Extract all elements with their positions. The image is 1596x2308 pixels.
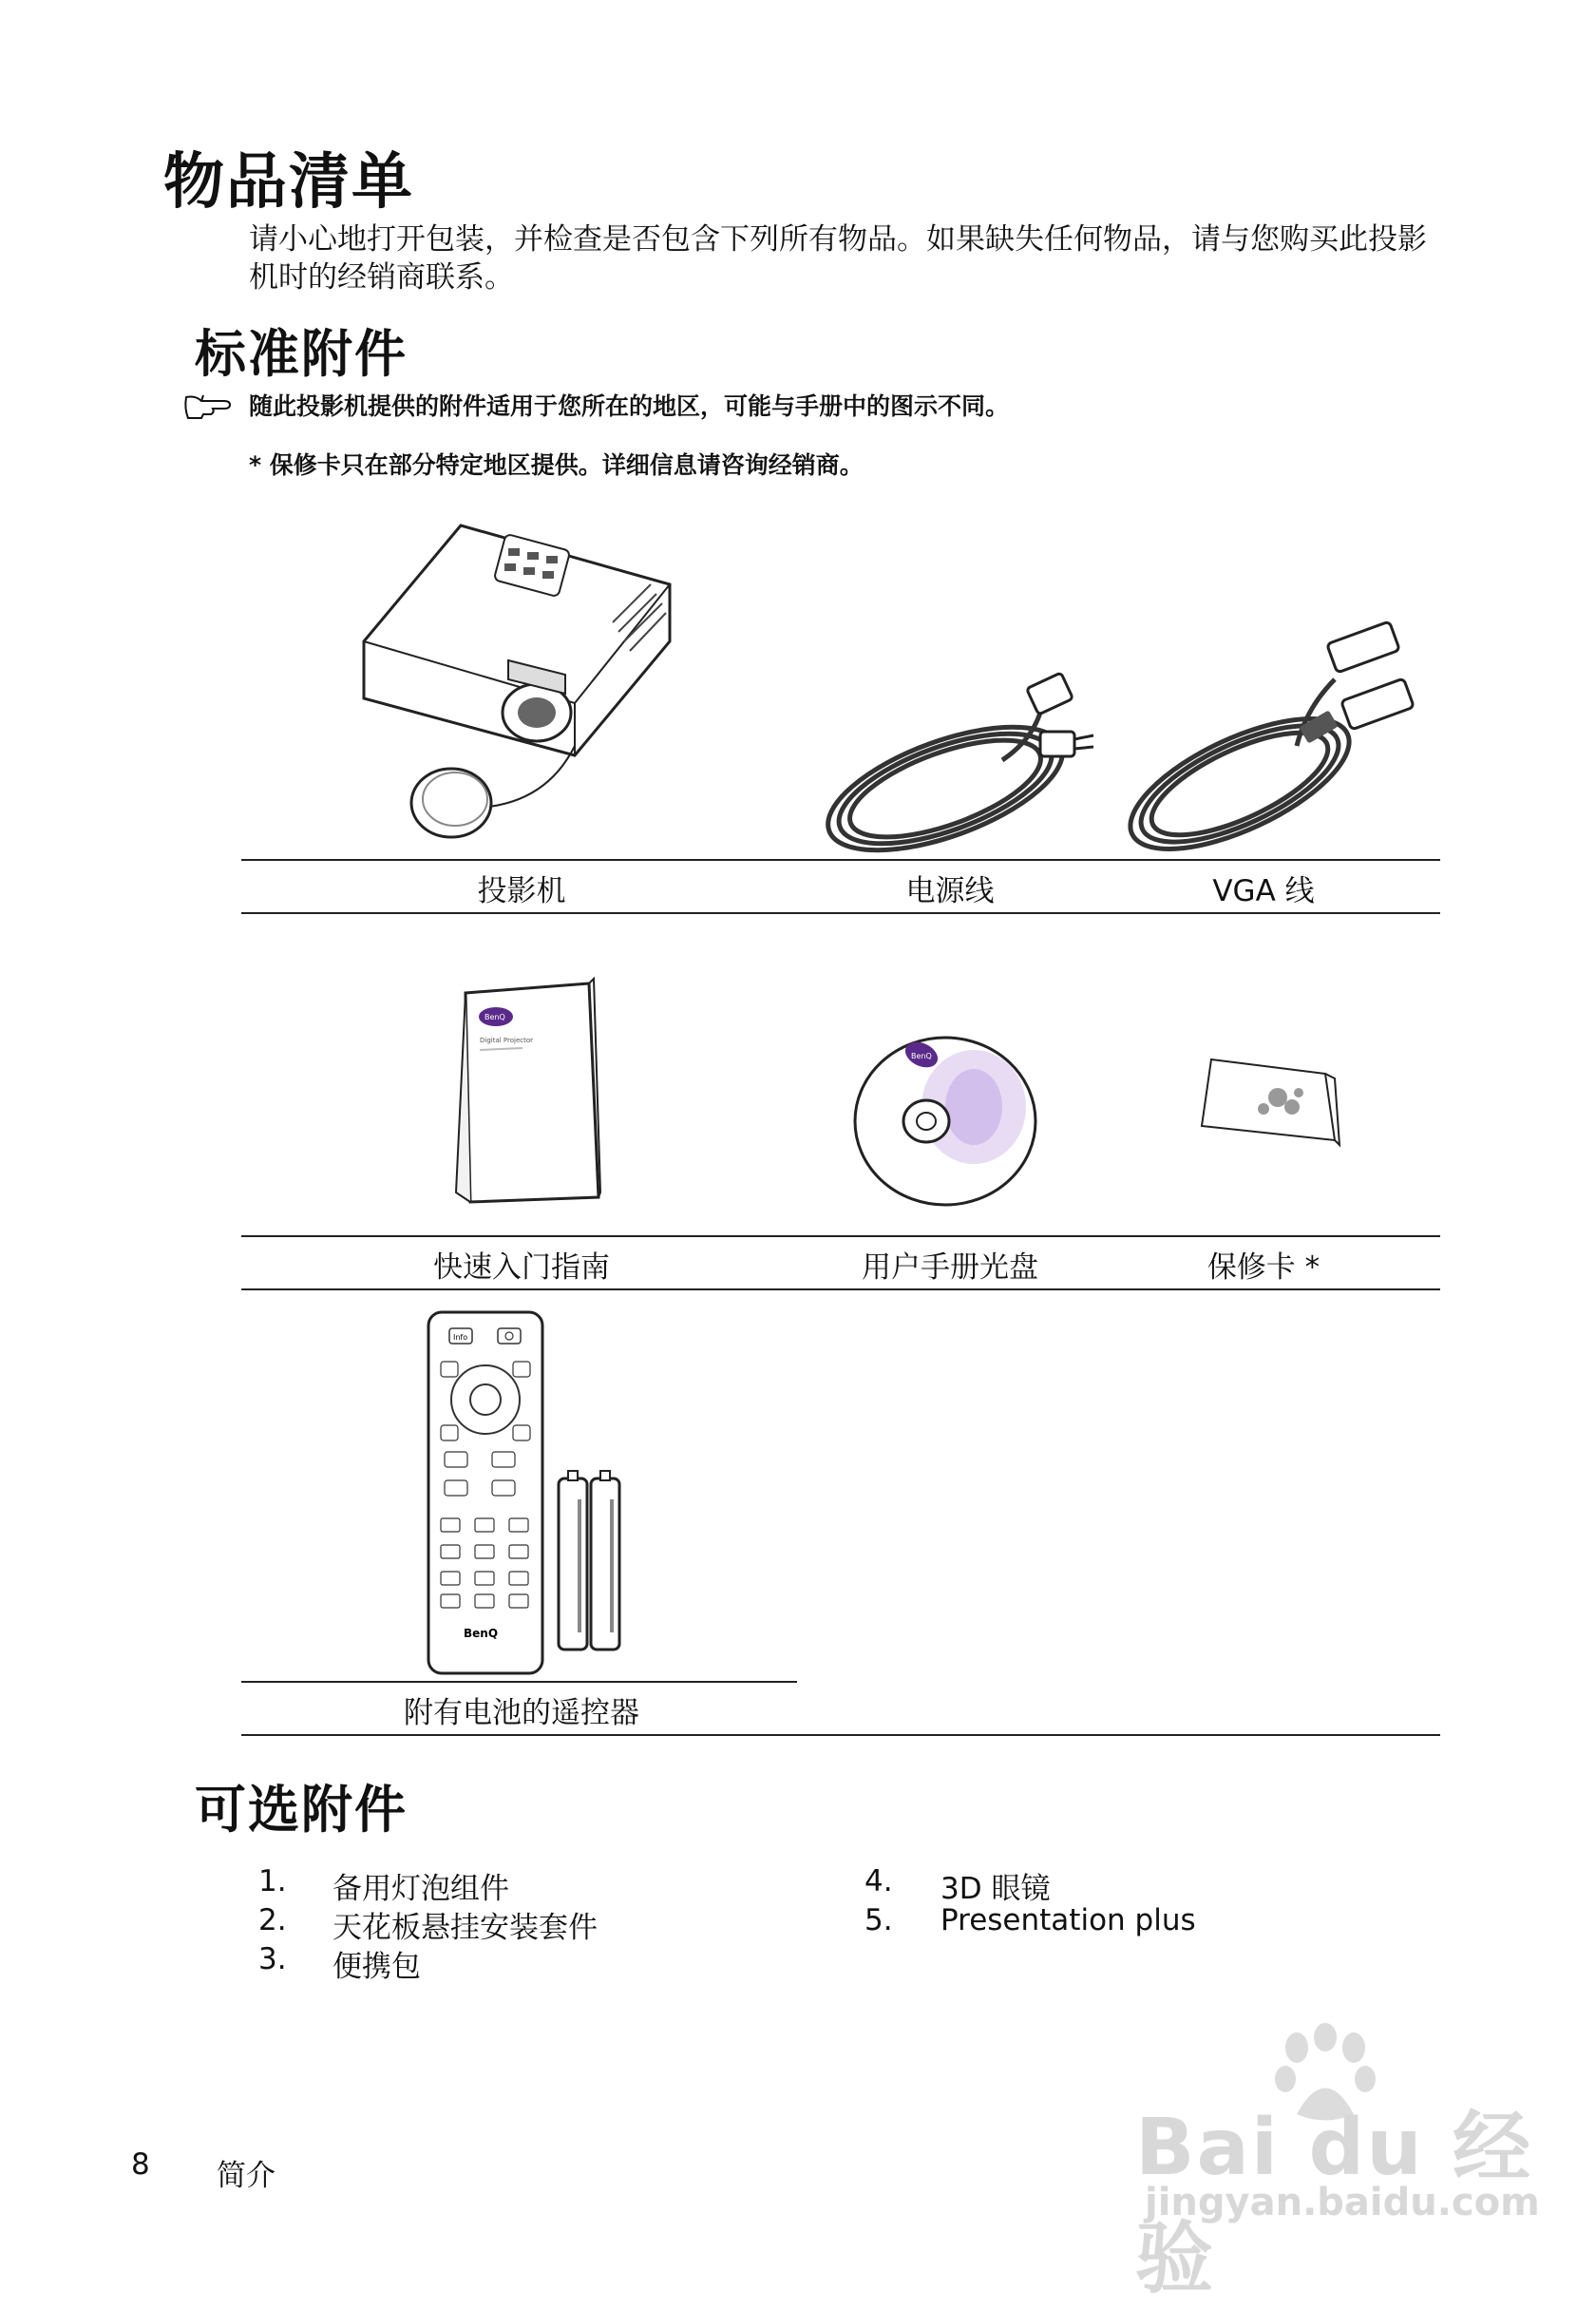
caption-remote-control: 附有电池的遥控器 [404, 1696, 639, 1730]
projector-icon [356, 518, 679, 841]
caption-quick-start-guide: 快速入门指南 [433, 1250, 610, 1285]
row2-bottom-rule [241, 1288, 1440, 1290]
cd-brand: BenQ [911, 1052, 932, 1060]
vga-cable-icon [1116, 622, 1439, 860]
optional-accessories-heading: 可选附件 [195, 1780, 408, 1840]
caption-warranty-card: 保修卡 * [1206, 1250, 1320, 1285]
region-note: 随此投影机提供的附件适用于您所在的地区，可能与手册中的图示不同。 [249, 392, 1010, 420]
cd-icon [850, 1026, 1040, 1216]
watermark-url: jingyan.baidu.com [1145, 2181, 1540, 2224]
guide-brand: BenQ [484, 1013, 505, 1021]
optional-item-5: Presentation plus [940, 1903, 1196, 1937]
optional-item-4: 3D 眼镜 [940, 1872, 1051, 1906]
warranty-note: * 保修卡只在部分特定地区提供。详细信息请咨询经销商。 [249, 451, 864, 479]
remote-info-label: Info [453, 1333, 468, 1342]
row3-bottom-rule [241, 1734, 1440, 1736]
row3-top-rule [241, 1681, 797, 1683]
page-number: 8 [131, 2147, 150, 2182]
page-title: 物品清单 [163, 147, 414, 218]
caption-vga-cable: VGA 线 [1212, 874, 1315, 908]
optional-item-2: 天花板悬挂安装套件 [332, 1911, 598, 1945]
intro-text: 请小心地打开包装，并检查是否包含下列所有物品。如果缺失任何物品，请与您购买此投影机时的经销商联系。 [249, 222, 1427, 295]
caption-projector: 投影机 [477, 874, 566, 908]
row1-bottom-rule [241, 912, 1440, 914]
caption-user-manual-cd: 用户手册光盘 [862, 1250, 1038, 1285]
warranty-card-icon [1192, 1050, 1344, 1154]
footer-section: 简介 [217, 2159, 276, 2193]
power-cord-icon [812, 656, 1107, 855]
optional-num-5: 5. [864, 1903, 893, 1937]
optional-item-3: 便携包 [332, 1950, 421, 1984]
optional-num-3: 3. [258, 1942, 287, 1976]
optional-num-4: 4. [864, 1864, 893, 1898]
watermark-brand: Bai du 经验 [1135, 2103, 1533, 2304]
optional-item-1: 备用灯泡组件 [332, 1872, 509, 1906]
standard-accessories-heading: 标准附件 [195, 324, 408, 384]
row2-top-rule [241, 1235, 1440, 1237]
remote-brand: BenQ [464, 1627, 499, 1640]
row1-top-rule [241, 859, 1440, 861]
optional-num-1: 1. [258, 1864, 287, 1898]
remote-control-icon [426, 1309, 639, 1680]
guide-title: Digital Projector [480, 1037, 534, 1044]
caption-power-cord: 电源线 [905, 874, 995, 908]
optional-num-2: 2. [258, 1903, 287, 1937]
pointing-hand-icon [182, 390, 245, 424]
quick-start-guide-icon [437, 974, 608, 1211]
